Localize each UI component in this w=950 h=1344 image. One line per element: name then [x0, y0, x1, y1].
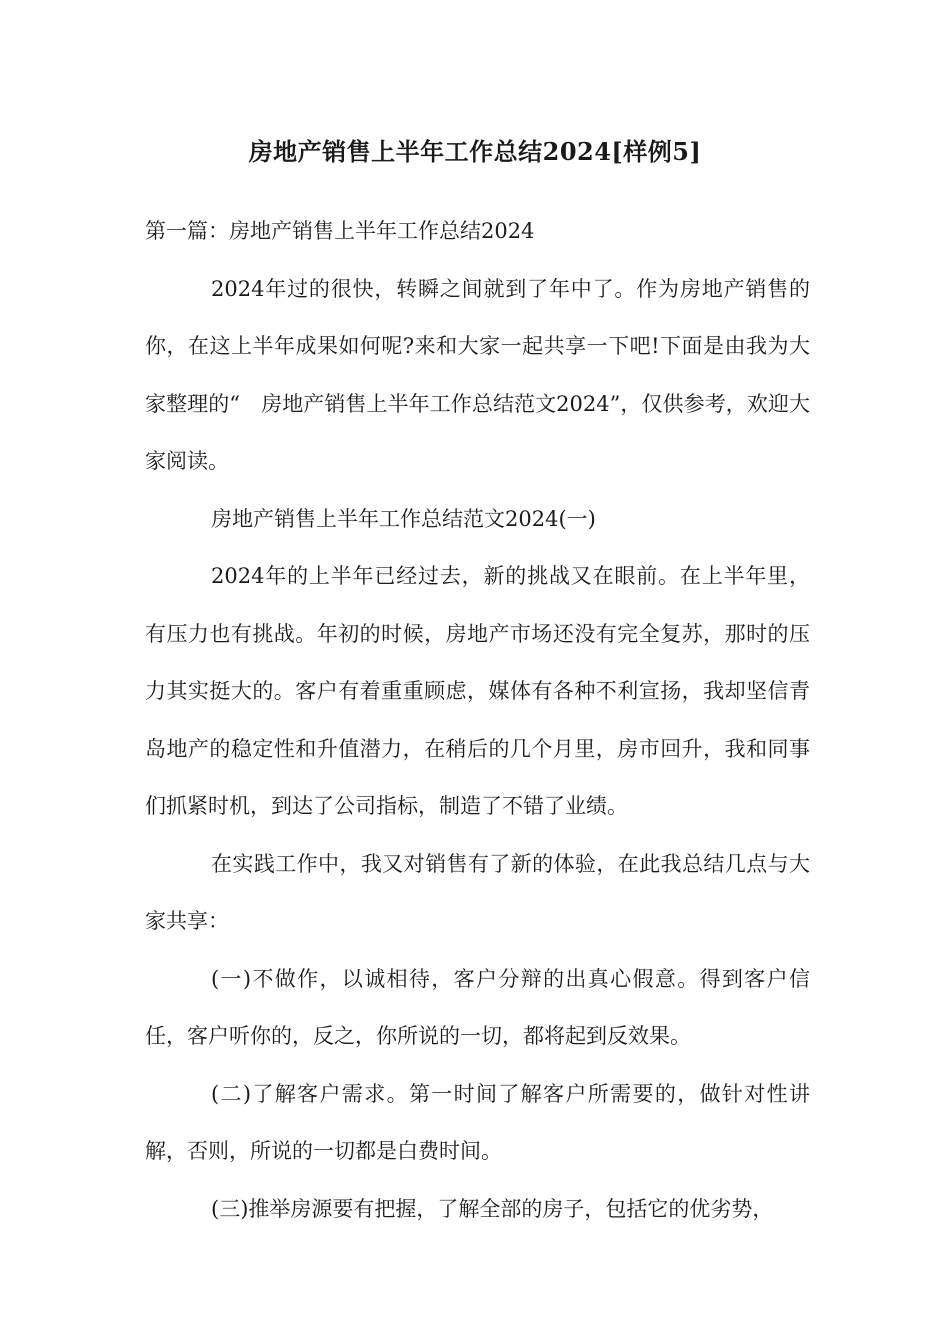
paragraph-point-3: (三)推举房源要有把握，了解全部的房子，包括它的优劣势， — [211, 1196, 774, 1221]
paragraph-subheading: 房地产销售上半年工作总结范文2024(一) — [211, 506, 596, 531]
paragraph-section-heading: 第一篇：房地产销售上半年工作总结2024 — [145, 219, 535, 243]
document-title: 房地产销售上半年工作总结2024[样例5] — [248, 137, 702, 166]
paragraph-experience: 在实践工作中，我又对销售有了新的体验，在此我总结几点与大家共享： — [145, 851, 810, 933]
paragraph-point-1: (一)不做作，以诚相待，客户分辩的出真心假意。得到客户信任，客户听你的，反之，你所说的一切，都将起到反效果。 — [145, 966, 810, 1048]
paragraph-point-2: (二)了解客户需求。第一时间了解客户所需要的，做针对性讲解，否则，所说的一切都是白费时间。 — [145, 1081, 810, 1163]
paragraph-intro: 2024年过的很快，转瞬之间就到了年中了。作为房地产销售的你，在这上半年成果如何呢?来和大家一起共享一下吧!下面是由我为大家整理的“ 房地产销售上半年工作总结范文2024”，仅供参考，欢迎大家阅读。 — [145, 276, 810, 473]
document-body — [145, 203, 810, 1238]
paragraph-review: 2024年的上半年已经过去，新的挑战又在眼前。在上半年里，有压力也有挑战。年初的时候，房地产市场还没有完全复苏，那时的压力其实挺大的。客户有着重重顾虑，媒体有各种不利宣扬，我却坚信青岛地产的稳定性和升值潜力，在稍后的几个月里，房市回升，我和同事们抓紧时机，到达了公司指标，制造了不错了业绩。 — [145, 564, 810, 818]
